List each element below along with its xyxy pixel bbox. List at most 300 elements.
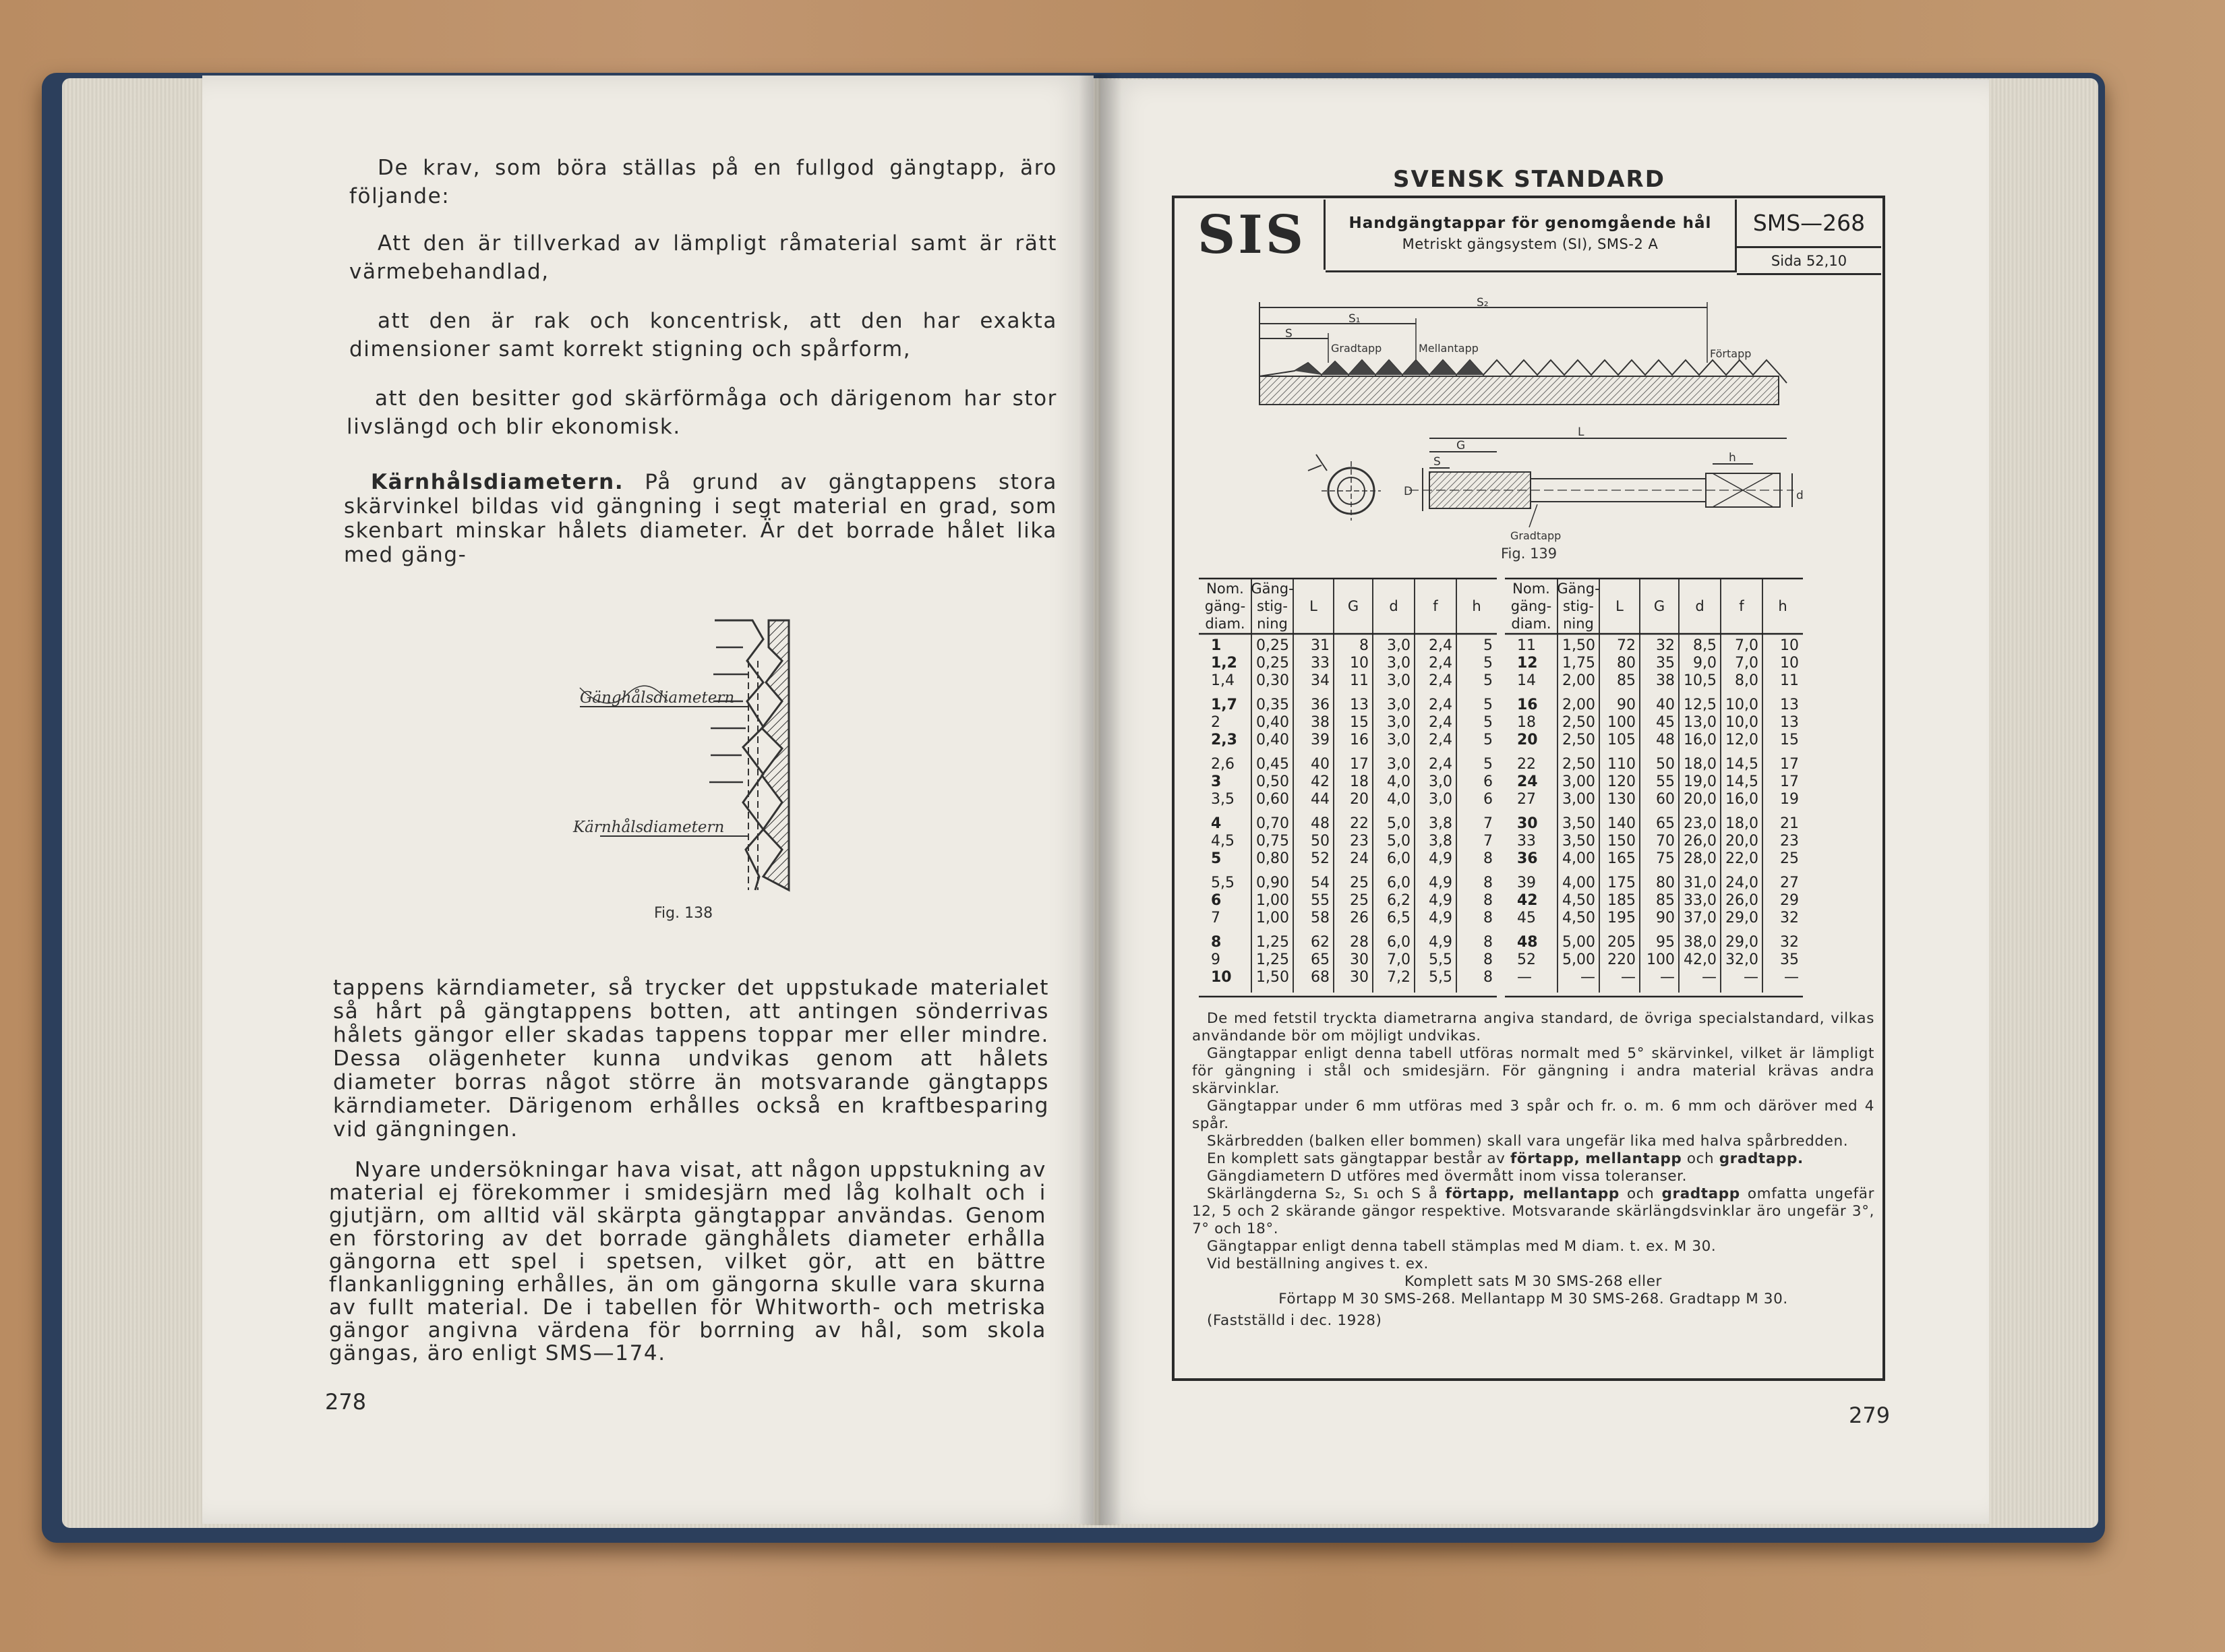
- table-cell-left-0-1-6: 5: [1483, 655, 1493, 672]
- note-bold-diameters: De med fetstil tryckta diametrarna angiva standard, de övriga specialstandard, vilkas användande bör om möjligt undvikas.: [1192, 1010, 1874, 1044]
- table-cell-left-0-2-2: 34: [1311, 672, 1330, 689]
- table-cell-right-2-1-0: 24: [1517, 773, 1538, 790]
- table-cell-left-3-2-2: 52: [1311, 850, 1330, 867]
- paragraph-karnhal: [344, 470, 1057, 567]
- table-header-left-0: gäng-: [1204, 598, 1246, 614]
- table-cell-left-3-0-6: 7: [1483, 815, 1493, 832]
- note-komplett-sats-c: och: [1682, 1150, 1719, 1167]
- table-cell-left-5-2-6: 8: [1483, 969, 1493, 986]
- table-cell-left-4-2-4: 6,5: [1387, 910, 1411, 926]
- table-cell-left-2-1-6: 6: [1483, 773, 1493, 790]
- table-cell-right-2-0-5: 14,5: [1725, 756, 1758, 773]
- table-cell-right-0-2-2: 85: [1617, 672, 1636, 689]
- table-cell-right-2-2-5: 16,0: [1725, 791, 1758, 808]
- table-cell-left-0-0-3: 8: [1359, 637, 1369, 654]
- table-header-right-0: gäng-: [1510, 598, 1552, 614]
- table-cell-left-0-1-3: 10: [1350, 655, 1369, 672]
- note-bestallning: Vid beställning angives t. ex.: [1207, 1256, 1429, 1272]
- table-cell-right-0-0-1: 1,50: [1562, 637, 1595, 654]
- table-cell-left-5-1-0: 9: [1211, 951, 1220, 968]
- table-cell-right-5-1-1: 5,00: [1562, 951, 1595, 968]
- table-cell-left-2-0-4: 3,0: [1387, 756, 1411, 773]
- table-cell-left-2-0-3: 17: [1350, 756, 1369, 773]
- table-cell-left-0-2-1: 0,30: [1256, 672, 1289, 689]
- table-cell-right-2-2-6: 19: [1780, 791, 1799, 808]
- table-cell-right-2-2-1: 3,00: [1562, 791, 1595, 808]
- table-header-right-0: diam.: [1511, 616, 1551, 632]
- table-cell-right-2-1-5: 14,5: [1725, 773, 1758, 790]
- table-cell-left-4-1-4: 6,2: [1387, 892, 1411, 909]
- header-title-cell: [1326, 200, 1737, 272]
- table-cell-left-3-2-0: 5: [1211, 850, 1222, 867]
- sida-label: Sida 52,10: [1771, 252, 1847, 269]
- header-title-line1: Handgängtappar för genomgående hål: [1348, 214, 1712, 232]
- table-header-left-1: ning: [1257, 616, 1288, 632]
- table-cell-left-1-2-5: 2,4: [1429, 732, 1452, 748]
- table-cell-left-4-2-6: 8: [1483, 910, 1493, 926]
- note-skarlangderna-e: omfatta ungefär 12, 5 och 2 skärande gängor respektive. Motsvarande skärlängdsvinklar äro ungefär 3°, 7° och 18°.: [1192, 1185, 1875, 1237]
- paragraph-performance: att den besitter god skärförmåga och därigenom har stor livslängd och blir ekonomisk.: [347, 386, 1057, 439]
- dim-s-small: S: [1433, 455, 1441, 469]
- table-cell-right-3-1-1: 3,50: [1562, 833, 1595, 850]
- dimension-table: [1193, 577, 1868, 1002]
- table-cell-left-3-1-5: 3,8: [1429, 833, 1452, 850]
- dim-d-lower: d: [1796, 489, 1804, 502]
- table-cell-left-5-1-5: 5,5: [1429, 951, 1452, 968]
- note-skarbredden: Skärbredden (balken eller bommen) skall vara ungefär lika med halva spårbredden.: [1207, 1133, 1849, 1150]
- table-header-right-1: ning: [1563, 616, 1594, 632]
- table-cell-right-0-1-1: 1,75: [1562, 655, 1595, 672]
- table-cell-right-4-0-6: 27: [1780, 875, 1799, 891]
- paragraph-concentric: att den är rak och koncentrisk, att den har exakta dimensioner samt korrekt stigning och spårform,: [349, 309, 1057, 361]
- table-cell-left-3-0-3: 22: [1350, 815, 1369, 832]
- table-cell-left-1-2-4: 3,0: [1387, 732, 1411, 748]
- note-faststalld: (Fastställd i dec. 1928): [1207, 1312, 1382, 1329]
- table-header-left-2: L: [1309, 598, 1317, 614]
- table-cell-right-4-2-6: 32: [1780, 910, 1799, 926]
- table-cell-right-5-1-6: 35: [1780, 951, 1799, 968]
- table-header-right-0: Nom.: [1512, 581, 1550, 597]
- table-cell-left-0-2-5: 2,4: [1429, 672, 1452, 689]
- note-stamplas: Gängtappar enligt denna tabell stämplas med M diam. t. ex. M 30.: [1207, 1238, 1717, 1255]
- table-cell-left-1-2-2: 39: [1311, 732, 1330, 748]
- table-cell-left-1-1-4: 3,0: [1387, 714, 1411, 731]
- note-komplett-sats-d: gradtapp.: [1719, 1150, 1804, 1167]
- table-cell-right-4-1-1: 4,50: [1562, 892, 1595, 909]
- table-cell-right-2-1-6: 17: [1780, 773, 1799, 790]
- table-cell-right-1-0-0: 16: [1517, 697, 1538, 713]
- table-cell-left-2-1-0: 3: [1211, 773, 1222, 790]
- table-cell-left-0-1-1: 0,25: [1256, 655, 1289, 672]
- table-cell-left-2-0-5: 2,4: [1429, 756, 1452, 773]
- table-cell-left-2-1-2: 42: [1311, 773, 1330, 790]
- table-cell-right-5-0-3: 95: [1656, 934, 1675, 951]
- table-cell-left-1-0-3: 13: [1350, 697, 1369, 713]
- table-cell-left-0-1-0: 1,2: [1211, 655, 1237, 672]
- table-cell-right-3-1-5: 20,0: [1725, 833, 1758, 850]
- table-cell-left-1-1-6: 5: [1483, 714, 1493, 731]
- table-cell-left-3-1-0: 4,5: [1211, 833, 1235, 850]
- table-cell-right-3-0-4: 23,0: [1684, 815, 1717, 832]
- table-cell-left-5-2-5: 5,5: [1429, 969, 1452, 986]
- table-header-left-0: diam.: [1205, 616, 1245, 632]
- table-cell-left-5-0-6: 8: [1483, 934, 1493, 951]
- table-cell-left-5-2-0: 10: [1211, 969, 1232, 986]
- table-cell-left-0-1-4: 3,0: [1387, 655, 1411, 672]
- table-header-right-1: stig-: [1563, 598, 1594, 614]
- table-header-left-6: h: [1472, 598, 1481, 614]
- table-header-left-5: f: [1433, 598, 1438, 614]
- table-cell-left-1-2-3: 16: [1350, 732, 1369, 748]
- table-cell-left-5-0-0: 8: [1211, 934, 1222, 951]
- heading-text: På grund av gängtappens stora skärvinkel bildas vid gängning i segt material en grad, som skenbart minskar hålets diameter. Är det borrade hålet lika med gäng-: [344, 470, 1057, 567]
- header-title-line2: Metriskt gängsystem (SI), SMS-2 A: [1402, 236, 1659, 252]
- table-cell-left-2-2-4: 4,0: [1387, 791, 1411, 808]
- table-cell-left-3-2-3: 24: [1350, 850, 1369, 867]
- table-cell-left-1-1-0: 2: [1211, 714, 1220, 731]
- table-cell-left-1-1-3: 15: [1350, 714, 1369, 731]
- table-cell-right-3-2-6: 25: [1780, 850, 1799, 867]
- table-cell-left-0-0-5: 2,4: [1429, 637, 1452, 654]
- table-cell-left-0-0-6: 5: [1483, 637, 1493, 654]
- table-cell-left-5-0-3: 28: [1350, 934, 1369, 951]
- page-number-right: 279: [1849, 1403, 1891, 1428]
- table-cell-right-2-2-2: 130: [1607, 791, 1636, 808]
- table-header-left-1: Gäng-: [1251, 581, 1294, 597]
- table-cell-right-4-1-5: 26,0: [1725, 892, 1758, 909]
- table-cell-right-3-0-6: 21: [1780, 815, 1799, 832]
- table-cell-right-2-0-3: 50: [1656, 756, 1675, 773]
- table-cell-right-3-1-4: 26,0: [1684, 833, 1717, 850]
- table-cell-right-5-2-4: —: [1702, 969, 1717, 986]
- dim-d-upper: D: [1404, 485, 1413, 498]
- notes-block: [1192, 1010, 1874, 1330]
- table-cell-right-5-0-4: 38,0: [1684, 934, 1717, 951]
- table-cell-left-1-2-0: 2,3: [1211, 732, 1237, 748]
- table-cell-left-3-0-5: 3,8: [1429, 815, 1452, 832]
- header-sms-cell: [1737, 200, 1881, 248]
- table-cell-right-1-1-6: 13: [1780, 714, 1799, 731]
- table-cell-left-0-2-6: 5: [1483, 672, 1493, 689]
- table-cell-right-3-2-0: 36: [1517, 850, 1538, 867]
- table-cell-left-5-0-1: 1,25: [1256, 934, 1289, 951]
- note-gangdiametern: Gängdiametern D utföres med övermått inom vissa toleranser.: [1207, 1168, 1688, 1185]
- table-cell-left-5-2-2: 68: [1311, 969, 1330, 986]
- table-cell-right-0-2-6: 11: [1780, 672, 1799, 689]
- table-cell-right-3-2-3: 75: [1656, 850, 1675, 867]
- table-cell-left-0-0-0: 1: [1211, 637, 1222, 654]
- table-cell-right-3-0-3: 65: [1656, 815, 1675, 832]
- dim-g: G: [1456, 439, 1466, 452]
- paragraph-intro: De krav, som böra ställas på en fullgod gängtapp, äro följande:: [349, 156, 1057, 208]
- table-cell-left-4-1-5: 4,9: [1429, 892, 1452, 909]
- table-cell-left-1-2-6: 5: [1483, 732, 1493, 748]
- table-cell-left-1-1-1: 0,40: [1256, 714, 1289, 731]
- table-cell-right-1-0-3: 40: [1656, 697, 1675, 713]
- note-skarlangderna: [1192, 1185, 1874, 1238]
- note-komplett-sats: [1192, 1150, 1874, 1168]
- table-cell-left-0-0-1: 0,25: [1256, 637, 1289, 654]
- table-cell-left-2-0-0: 2,6: [1211, 756, 1235, 773]
- caption-fig-139: Fig. 139: [1501, 545, 1558, 562]
- table-cell-left-2-2-1: 0,60: [1256, 791, 1289, 808]
- table-cell-right-2-2-3: 60: [1656, 791, 1675, 808]
- table-cell-left-5-0-2: 62: [1311, 934, 1330, 951]
- figure-138: [566, 607, 823, 897]
- table-cell-right-3-0-1: 3,50: [1562, 815, 1595, 832]
- table-cell-right-5-1-4: 42,0: [1684, 951, 1717, 968]
- paragraph-nyare: Nyare undersökningar hava visat, att någon uppstukning av material ej förekommer i smidesjärn med låg kolhalt och i gjutjärn, om alltid väl skärpta gängtappar användas. Genom en förstoring av det borrade gänghålets diameter erhålla gängorna ett spel i spetsen, vilket gör, att en bättre flankanliggning erhålles, än om gängorna skulle vara skurna av fullt material. De i tabellen för Whitworth- och metriska gängor angivna värdena för borrning av hål, som skola gängas, äro enligt SMS—174.: [329, 1158, 1046, 1365]
- table-cell-left-4-1-2: 55: [1311, 892, 1330, 909]
- table-cell-right-4-0-3: 80: [1656, 875, 1675, 891]
- table-cell-right-1-1-1: 2,50: [1562, 714, 1595, 731]
- table-cell-left-3-1-3: 23: [1350, 833, 1369, 850]
- table-cell-right-0-1-0: 12: [1517, 655, 1538, 672]
- table-cell-right-4-2-0: 45: [1517, 910, 1536, 926]
- table-cell-left-5-1-6: 8: [1483, 951, 1493, 968]
- table-cell-right-4-0-4: 31,0: [1684, 875, 1717, 891]
- table-cell-right-0-1-2: 80: [1617, 655, 1636, 672]
- note-spar: Gängtappar under 6 mm utföras med 3 spår och fr. o. m. 6 mm och däröver med 4 spår.: [1192, 1098, 1874, 1132]
- table-cell-left-4-2-2: 58: [1311, 910, 1330, 926]
- table-cell-right-0-2-4: 10,5: [1684, 672, 1717, 689]
- table-cell-right-1-2-4: 16,0: [1684, 732, 1717, 748]
- note-skarlangderna-b: förtapp, mellantapp: [1445, 1185, 1620, 1202]
- table-cell-left-4-2-3: 26: [1350, 910, 1369, 926]
- table-cell-left-4-0-0: 5,5: [1211, 875, 1235, 891]
- label-mellantapp: Mellantapp: [1419, 342, 1479, 355]
- table-cell-right-2-2-4: 20,0: [1684, 791, 1717, 808]
- figure-139: [1254, 295, 1820, 565]
- dim-h: h: [1729, 451, 1736, 465]
- table-cell-left-5-1-3: 30: [1350, 951, 1369, 968]
- table-cell-right-4-0-5: 24,0: [1725, 875, 1758, 891]
- table-cell-left-1-0-4: 3,0: [1387, 697, 1411, 713]
- table-cell-right-1-1-3: 45: [1656, 714, 1675, 731]
- table-cell-left-2-2-0: 3,5: [1211, 791, 1235, 808]
- table-cell-right-3-0-5: 18,0: [1725, 815, 1758, 832]
- table-cell-right-0-1-6: 10: [1780, 655, 1799, 672]
- table-cell-left-4-1-6: 8: [1483, 892, 1493, 909]
- label-ganghalsdiametern: Gänghålsdiametern: [580, 689, 735, 707]
- table-cell-left-0-0-4: 3,0: [1387, 637, 1411, 654]
- page-number-left: 278: [325, 1389, 367, 1415]
- table-cell-right-3-2-1: 4,00: [1562, 850, 1595, 867]
- table-cell-left-3-0-1: 0,70: [1256, 815, 1289, 832]
- table-cell-right-2-0-2: 110: [1607, 756, 1636, 773]
- table-cell-left-4-0-4: 6,0: [1387, 875, 1411, 891]
- table-cell-right-0-0-6: 10: [1780, 637, 1799, 654]
- label-karnhalsdiametern: Kärnhålsdiametern: [573, 819, 725, 836]
- table-cell-left-4-2-1: 1,00: [1256, 910, 1289, 926]
- table-cell-right-1-1-2: 100: [1607, 714, 1636, 731]
- table-cell-right-3-2-5: 22,0: [1725, 850, 1758, 867]
- table-cell-left-0-2-4: 3,0: [1387, 672, 1411, 689]
- table-cell-right-0-2-1: 2,00: [1562, 672, 1595, 689]
- table-cell-right-4-0-1: 4,00: [1562, 875, 1595, 891]
- table-cell-left-4-0-6: 8: [1483, 875, 1493, 891]
- table-cell-left-3-2-1: 0,80: [1256, 850, 1289, 867]
- table-cell-left-5-2-4: 7,2: [1387, 969, 1411, 986]
- table-cell-left-2-2-6: 6: [1483, 791, 1493, 808]
- sms-number: SMS—268: [1752, 210, 1866, 236]
- sis-logo: SIS: [1197, 204, 1307, 266]
- table-cell-right-3-0-2: 140: [1607, 815, 1636, 832]
- table-cell-right-1-0-5: 10,0: [1725, 697, 1758, 713]
- table-cell-left-4-0-2: 54: [1311, 875, 1330, 891]
- table-cell-right-2-1-4: 19,0: [1684, 773, 1717, 790]
- table-cell-right-1-2-0: 20: [1517, 732, 1538, 748]
- table-cell-left-0-0-2: 31: [1311, 637, 1330, 654]
- table-cell-right-5-2-3: —: [1660, 969, 1675, 986]
- note-example-2: Förtapp M 30 SMS-268. Mellantapp M 30 SMS-268. Gradtapp M 30.: [1278, 1291, 1788, 1307]
- table-cell-right-5-2-6: —: [1784, 969, 1799, 986]
- table-cell-right-2-1-1: 3,00: [1562, 773, 1595, 790]
- heading-karnhalsdiametern: Kärnhålsdiametern.: [371, 470, 624, 494]
- note-komplett-sats-b: förtapp, mellantapp: [1510, 1150, 1682, 1167]
- table-cell-right-4-2-1: 4,50: [1562, 910, 1595, 926]
- table-header-right-5: f: [1739, 598, 1744, 614]
- table-cell-left-4-2-5: 4,9: [1429, 910, 1452, 926]
- table-cell-left-4-1-1: 1,00: [1256, 892, 1289, 909]
- table-cell-left-3-0-4: 5,0: [1387, 815, 1411, 832]
- table-cell-left-3-0-2: 48: [1311, 815, 1330, 832]
- note-example-1: Komplett sats M 30 SMS-268 eller: [1404, 1273, 1662, 1290]
- label-gradtapp: Gradtapp: [1331, 342, 1382, 355]
- header-logo-cell: [1180, 200, 1326, 270]
- table-cell-left-2-2-3: 20: [1350, 791, 1369, 808]
- table-cell-left-5-0-4: 6,0: [1387, 934, 1411, 951]
- table-cell-right-5-0-1: 5,00: [1562, 934, 1595, 951]
- table-cell-left-0-2-0: 1,4: [1211, 672, 1235, 689]
- table-cell-right-2-0-1: 2,50: [1562, 756, 1595, 773]
- table-cell-right-0-2-0: 14: [1517, 672, 1536, 689]
- dim-l: L: [1578, 425, 1584, 439]
- table-cell-right-4-0-2: 175: [1607, 875, 1636, 891]
- table-cell-left-3-1-1: 0,75: [1256, 833, 1289, 850]
- table-cell-left-1-1-5: 2,4: [1429, 714, 1452, 731]
- table-cell-right-4-1-3: 85: [1656, 892, 1675, 909]
- table-cell-right-3-2-4: 28,0: [1684, 850, 1717, 867]
- label-fortapp: Förtapp: [1710, 347, 1752, 360]
- table-cell-left-5-0-5: 4,9: [1429, 934, 1452, 951]
- table-cell-left-1-0-6: 5: [1483, 697, 1493, 713]
- table-cell-right-5-1-3: 100: [1646, 951, 1675, 968]
- table-cell-right-1-0-4: 12,5: [1684, 697, 1717, 713]
- table-cell-right-2-0-4: 18,0: [1684, 756, 1717, 773]
- table-cell-right-1-0-1: 2,00: [1562, 697, 1595, 713]
- table-cell-right-0-0-3: 32: [1656, 637, 1675, 654]
- table-cell-right-1-1-4: 13,0: [1684, 714, 1717, 731]
- table-cell-left-4-2-0: 7: [1211, 910, 1220, 926]
- table-cell-right-0-0-0: 11: [1517, 637, 1536, 654]
- book-gutter: [1079, 74, 1122, 1525]
- caption-fig-138: Fig. 138: [654, 905, 713, 922]
- table-cell-right-3-2-2: 165: [1607, 850, 1636, 867]
- table-cell-right-1-2-1: 2,50: [1562, 732, 1595, 748]
- table-cell-right-5-1-0: 52: [1517, 951, 1536, 968]
- table-cell-right-3-1-0: 33: [1517, 833, 1536, 850]
- table-cell-left-4-1-3: 25: [1350, 892, 1369, 909]
- dim-s2: S₂: [1477, 296, 1489, 309]
- table-cell-right-4-2-2: 195: [1607, 910, 1636, 926]
- table-cell-right-0-1-4: 9,0: [1693, 655, 1717, 672]
- table-cell-left-5-2-1: 1,50: [1256, 969, 1289, 986]
- sheet-title: SVENSK STANDARD: [1393, 166, 1665, 193]
- table-cell-left-3-1-4: 5,0: [1387, 833, 1411, 850]
- table-cell-left-1-0-1: 0,35: [1256, 697, 1289, 713]
- table-cell-left-2-0-2: 40: [1311, 756, 1330, 773]
- table-cell-right-5-2-1: —: [1580, 969, 1595, 986]
- note-skarlangderna-d: gradtapp: [1661, 1185, 1740, 1202]
- table-cell-right-2-0-6: 17: [1780, 756, 1799, 773]
- table-cell-left-5-2-3: 30: [1350, 969, 1369, 986]
- table-cell-right-4-1-0: 42: [1517, 892, 1538, 909]
- table-cell-left-2-0-6: 5: [1483, 756, 1493, 773]
- table-cell-left-5-1-2: 65: [1311, 951, 1330, 968]
- paragraph-after-figure: tappens kärndiameter, så trycker det uppstukade materialet så hårt på gängtappens botten, att antingen sönderrivas hålets gängor eller skadas tappens toppar mer eller mindre. Dessa olägenheter kunna undvikas genom att hålets diameter borras något större än motsvarande gängtapps kärndiameter. Därigenom erhålles också en kraftbesparing vid gängningen.: [333, 976, 1049, 1142]
- table-cell-right-5-1-5: 32,0: [1725, 951, 1758, 968]
- table-cell-right-5-0-6: 32: [1780, 934, 1799, 951]
- table-header-right-4: d: [1695, 598, 1704, 614]
- note-skarlangderna-a: Skärlängderna S₂, S₁ och S å: [1207, 1185, 1446, 1202]
- table-cell-left-3-1-2: 50: [1311, 833, 1330, 850]
- table-cell-right-2-0-0: 22: [1517, 756, 1536, 773]
- table-cell-right-1-1-5: 10,0: [1725, 714, 1758, 731]
- table-cell-left-4-0-1: 0,90: [1256, 875, 1289, 891]
- table-cell-right-2-1-2: 120: [1607, 773, 1636, 790]
- table-cell-left-3-1-6: 7: [1483, 833, 1493, 850]
- table-cell-right-0-1-5: 7,0: [1735, 655, 1758, 672]
- table-header-right-2: L: [1615, 598, 1624, 614]
- table-cell-right-1-1-0: 18: [1517, 714, 1536, 731]
- table-header-left-1: stig-: [1257, 598, 1288, 614]
- table-header-right-1: Gäng-: [1557, 581, 1600, 597]
- table-cell-left-0-2-3: 11: [1350, 672, 1369, 689]
- table-cell-right-5-0-2: 205: [1607, 934, 1636, 951]
- note-komplett-sats-a: En komplett sats gängtappar består av: [1207, 1150, 1510, 1167]
- table-cell-right-0-0-5: 7,0: [1735, 637, 1758, 654]
- table-cell-right-0-0-2: 72: [1617, 637, 1636, 654]
- table-header-left-3: G: [1347, 598, 1359, 614]
- table-header-right-6: h: [1778, 598, 1787, 614]
- table-cell-left-0-1-5: 2,4: [1429, 655, 1452, 672]
- table-cell-left-0-1-2: 33: [1311, 655, 1330, 672]
- table-cell-right-4-1-2: 185: [1607, 892, 1636, 909]
- table-cell-left-5-1-1: 1,25: [1256, 951, 1289, 968]
- table-cell-left-3-2-4: 6,0: [1387, 850, 1411, 867]
- table-cell-right-5-0-0: 48: [1517, 934, 1538, 951]
- table-cell-right-5-2-0: —: [1517, 969, 1532, 986]
- table-cell-left-1-2-1: 0,40: [1256, 732, 1289, 748]
- table-cell-left-1-0-5: 2,4: [1429, 697, 1452, 713]
- table-cell-right-4-2-5: 29,0: [1725, 910, 1758, 926]
- table-cell-right-2-1-3: 55: [1656, 773, 1675, 790]
- table-cell-right-1-0-2: 90: [1617, 697, 1636, 713]
- table-cell-right-5-1-2: 220: [1607, 951, 1636, 968]
- table-cell-left-1-1-2: 38: [1311, 714, 1330, 731]
- table-cell-right-3-1-6: 23: [1780, 833, 1799, 850]
- table-cell-right-3-1-3: 70: [1656, 833, 1675, 850]
- table-cell-right-2-2-0: 27: [1517, 791, 1536, 808]
- header-sida-cell: [1737, 248, 1881, 275]
- table-cell-left-3-0-0: 4: [1211, 815, 1222, 832]
- table-cell-left-2-2-2: 44: [1311, 791, 1330, 808]
- table-cell-right-5-2-2: —: [1621, 969, 1636, 986]
- table-cell-left-4-0-3: 25: [1350, 875, 1369, 891]
- table-cell-right-5-2-5: —: [1744, 969, 1758, 986]
- note-skarlangderna-c: och: [1619, 1185, 1662, 1202]
